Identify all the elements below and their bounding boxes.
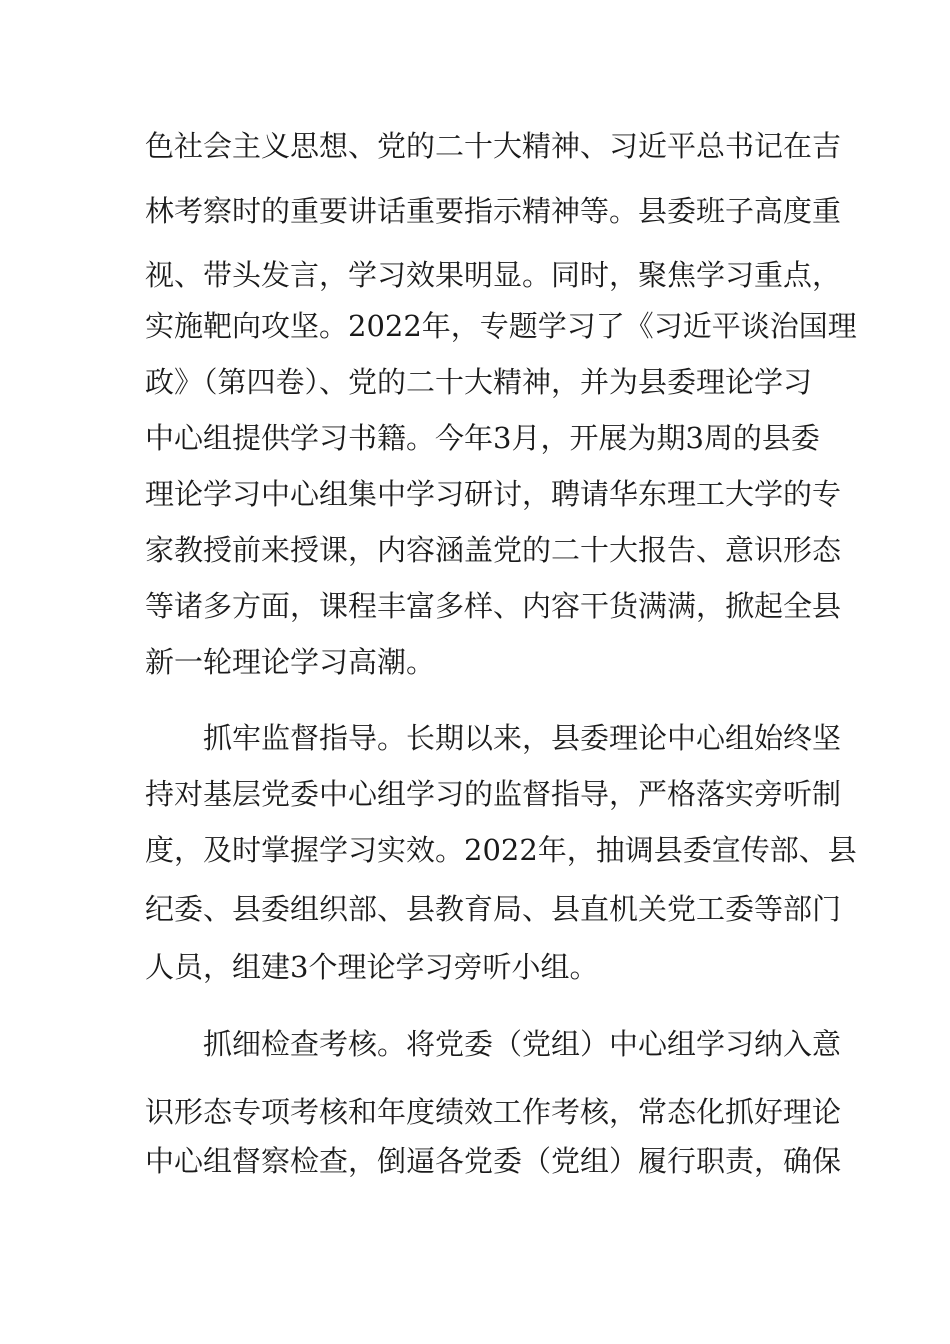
- text-line: 识形态专项考核和年度绩效工作考核，常态化抓好理论: [145, 1095, 842, 1129]
- text-line: 政》（第四卷）、党的二十大精神，并为县委理论学习: [145, 365, 813, 399]
- text-line: 人员，组建3个理论学习旁听小组。: [145, 950, 599, 984]
- text-line: 林考察时的重要讲话重要指示精神等。县委班子高度重: [145, 194, 842, 228]
- text-line: 持对基层党委中心组学习的监督指导，严格落实旁听制: [145, 777, 842, 811]
- text-line: 抓牢监督指导。长期以来，县委理论中心组始终坚: [203, 721, 842, 755]
- text-line: 抓细检查考核。将党委（党组）中心组学习纳入意: [203, 1027, 842, 1061]
- text-line: 等诸多方面，课程丰富多样、内容干货满满，掀起全县: [145, 589, 842, 623]
- text-line: 家教授前来授课，内容涵盖党的二十大报告、意识形态: [145, 533, 842, 567]
- text-line: 理论学习中心组集中学习研讨，聘请华东理工大学的专: [145, 477, 842, 511]
- text-line: 中心组督察检查，倒逼各党委（党组）履行职责，确保: [145, 1144, 842, 1178]
- text-line: 新一轮理论学习高潮。: [145, 645, 436, 679]
- text-line: 实施靶向攻坚。2022年，专题学习了《习近平谈治国理: [145, 309, 857, 343]
- text-line: 中心组提供学习书籍。今年3月，开展为期3周的县委: [145, 421, 820, 455]
- text-line: 视、带头发言，学习效果明显。同时，聚焦学习重点，: [145, 258, 842, 292]
- text-line: 度，及时掌握学习实效。2022年，抽调县委宣传部、县: [145, 833, 857, 867]
- text-line: 纪委、县委组织部、县教育局、县直机关党工委等部门: [145, 892, 842, 926]
- text-line: 色社会主义思想、党的二十大精神、习近平总书记在吉: [145, 129, 842, 163]
